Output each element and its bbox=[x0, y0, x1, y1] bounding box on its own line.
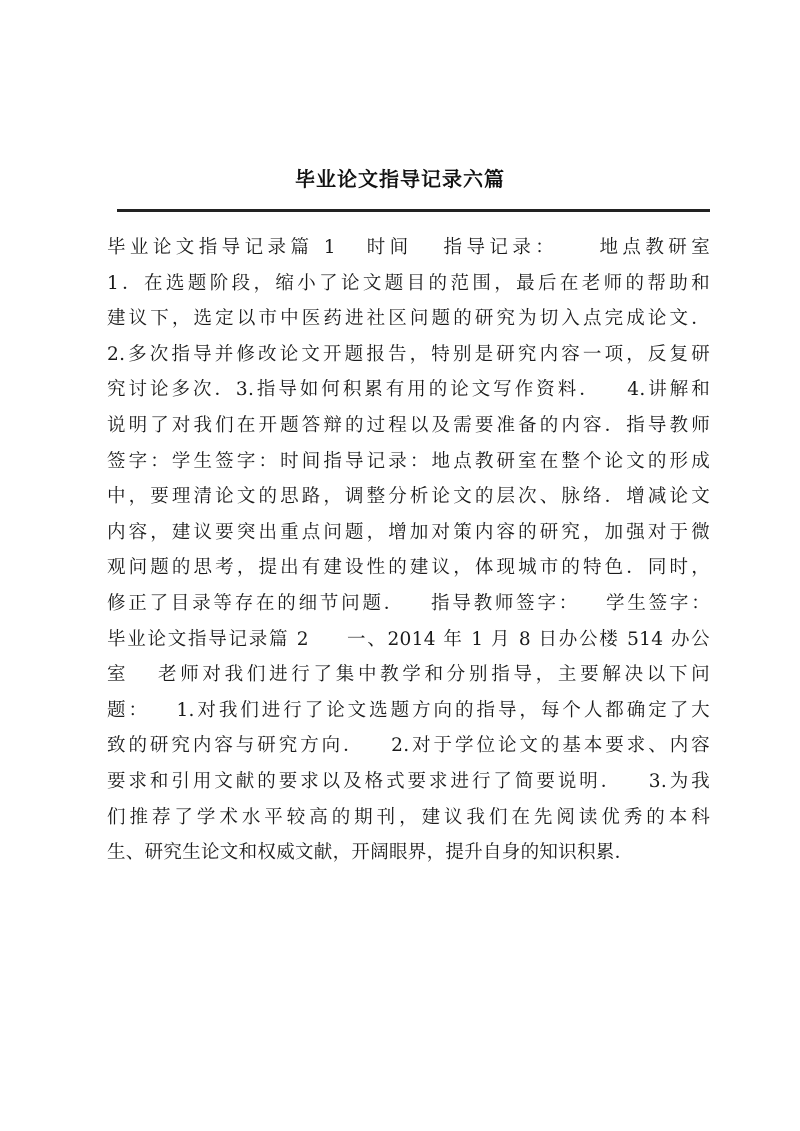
text-line: 究讨论多次．3.指导如何积累有用的论文写作资料． 4.讲解和 bbox=[107, 379, 710, 401]
text-line: 内容，建议要突出重点问题，增加对策内容的研究，加强对于微 bbox=[107, 521, 710, 543]
text-line: 观问题的思考，提出有建设性的建议，体现城市的特色．同时， bbox=[107, 557, 710, 579]
title-divider bbox=[117, 209, 710, 212]
text-line: 们推荐了学术水平较高的期刊，建议我们在先阅读优秀的本科 bbox=[107, 806, 710, 828]
text-line: 修正了目录等存在的细节问题． 指导教师签字： 学生签字： bbox=[107, 592, 710, 614]
text-line: 要求和引用文献的要求以及格式要求进行了简要说明． 3.为我 bbox=[107, 770, 710, 792]
text-line: 1．在选题阶段，缩小了论文题目的范围，最后在老师的帮助和 bbox=[107, 272, 710, 294]
text-line: 题： 1.对我们进行了论文选题方向的指导，每个人都确定了大 bbox=[107, 699, 710, 721]
text-line: 生、研究生论文和权威文献，开阔眼界，提升自身的知识积累． bbox=[107, 842, 634, 864]
text-line: 毕业论文指导记录篇 1 时间 指导记录： 地点教研室 bbox=[107, 237, 710, 258]
document-title: 毕业论文指导记录六篇 bbox=[295, 167, 505, 191]
text-line: 签字：学生签字：时间指导记录：地点教研室在整个论文的形成 bbox=[107, 450, 710, 472]
text-line: 室 老师对我们进行了集中教学和分别指导，主要解决以下问 bbox=[107, 664, 710, 686]
text-line: 毕业论文指导记录篇 2 一、2014 年 1 月 8 日办公楼 514 办公 bbox=[107, 628, 710, 650]
text-line: 建议下，选定以市中医药进社区问题的研究为切入点完成论文． bbox=[107, 308, 710, 330]
document-body bbox=[107, 230, 710, 871]
text-line: 2.多次指导并修改论文开题报告，特别是研究内容一项，反复研 bbox=[107, 343, 710, 365]
text-line: 中，要理清论文的思路，调整分析论文的层次、脉络．增减论文 bbox=[107, 486, 710, 508]
text-line: 致的研究内容与研究方向． 2.对于学位论文的基本要求、内容 bbox=[107, 735, 710, 757]
text-line: 说明了对我们在开题答辩的过程以及需要准备的内容．指导教师 bbox=[107, 414, 710, 436]
